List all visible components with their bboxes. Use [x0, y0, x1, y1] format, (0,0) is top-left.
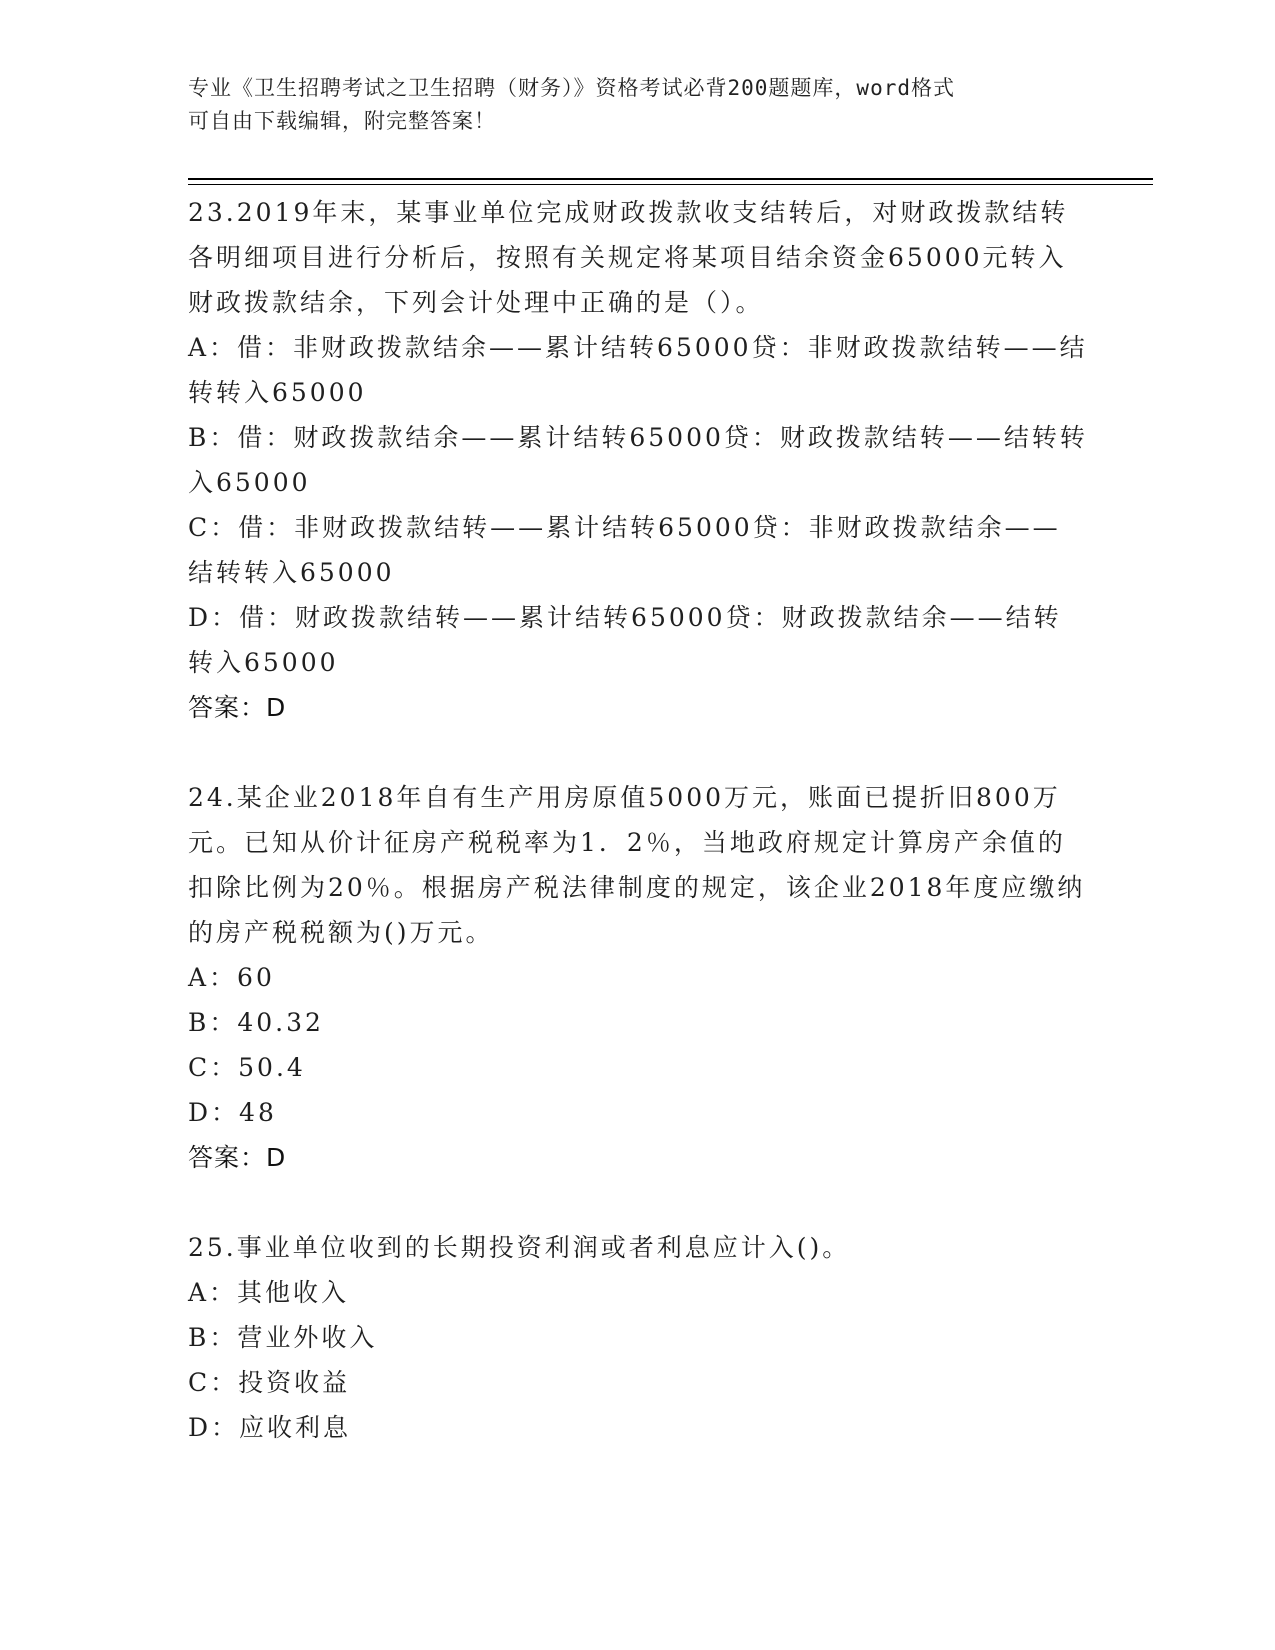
question-spacer: [188, 1180, 1188, 1225]
question-stem: 23.2019年末，某事业单位完成财政拨款收支结转后，对财政拨款结转各明细项目进行分析后，按照有关规定将某项目结余资金65000元转入财政拨款结余，下列会计处理中正确的是（）。: [188, 198, 1069, 317]
question-23: [188, 190, 1188, 730]
question-list: [188, 190, 1188, 1450]
question-stem: 24.某企业2018年自有生产用房原值5000万元，账面已提折旧800万元。已知从价计征房产税税率为1．2％，当地政府规定计算房产余值的扣除比例为20％。根据房产税法律制度的规定，该企业2018年度应缴纳的房产税税额为()万元。: [188, 783, 1086, 947]
option-d: D：借：财政拨款结转——累计结转65000贷：财政拨款结余——结转转入65000: [188, 603, 1062, 677]
option-d: D：48: [188, 1098, 277, 1127]
document-header: [188, 72, 1088, 138]
option-b: B：借：财政拨款结余——累计结转65000贷：财政拨款结转——结转转入65000: [188, 423, 1088, 497]
question-stem: 25.事业单位收到的长期投资利润或者利息应计入()。: [188, 1233, 851, 1262]
answer-label: 答案：D: [188, 1143, 287, 1172]
option-c: C：50.4: [188, 1053, 306, 1082]
answer-label: 答案：D: [188, 693, 287, 722]
option-d: D：应收利息: [188, 1413, 352, 1442]
header-line-2: 可自由下载编辑，附完整答案！: [188, 109, 496, 133]
option-c: C：借：非财政拨款结转——累计结转65000贷：非财政拨款结余——结转转入65000: [188, 513, 1061, 587]
option-a: A：60: [188, 963, 275, 992]
option-a: A：借：非财政拨款结余——累计结转65000贷：非财政拨款结转——结转转入65000: [188, 333, 1088, 407]
option-c: C：投资收益: [188, 1368, 351, 1397]
option-b: B：40.32: [188, 1008, 324, 1037]
question-24: [188, 775, 1188, 1180]
question-25: [188, 1225, 1188, 1450]
option-b: B：营业外收入: [188, 1323, 378, 1352]
question-spacer: [188, 730, 1188, 775]
header-divider-thin: [188, 184, 1153, 185]
header-divider-thick: [188, 178, 1153, 180]
option-a: A：其他收入: [188, 1278, 350, 1307]
header-line-1: 专业《卫生招聘考试之卫生招聘（财务）》资格考试必背200题题库，word格式: [188, 76, 955, 100]
